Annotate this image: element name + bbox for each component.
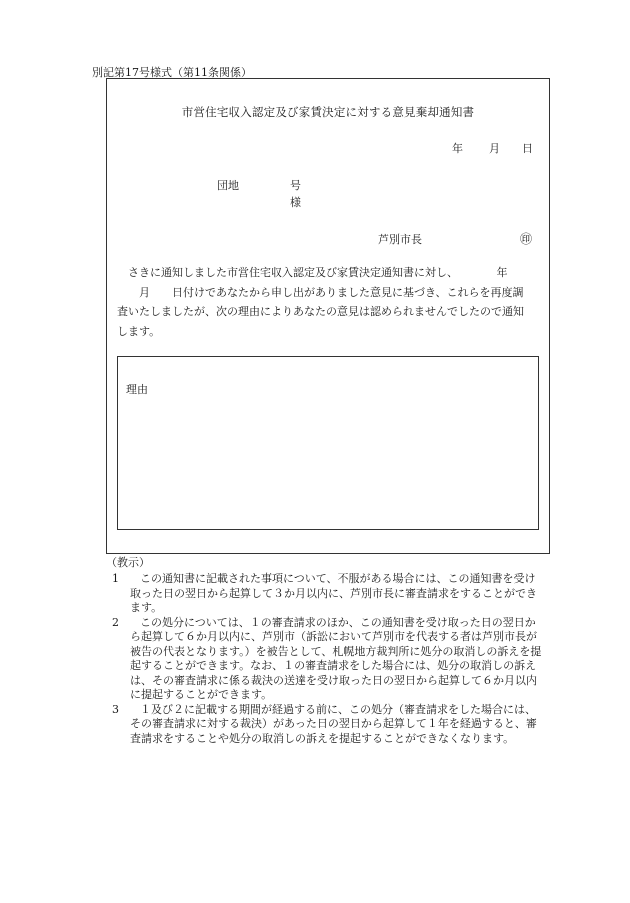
- item-line: 査請求をすることや処分の取消しの訴えを提起することができなくなります。: [130, 731, 515, 745]
- date-year: 年: [452, 142, 463, 155]
- item-line: この通知書に記載された事項について、不服がある場合には、この通知書を受け: [140, 572, 536, 585]
- form-number-label: 別記第17号様式（第11条関係）: [92, 66, 252, 79]
- issuer-mayor: 芦別市長: [378, 233, 422, 246]
- notice-frame: [106, 78, 550, 554]
- date-month: 月: [489, 142, 500, 155]
- seal-mark: ㊞: [520, 232, 533, 246]
- body-line: さきに通知しました市営住宅収入認定及び家賃決定通知書に対し、 年: [128, 266, 508, 279]
- document-title: 市営住宅収入認定及び家賃決定に対する意見棄却通知書: [181, 105, 475, 119]
- item-line: 取った日の翌日から起算して３か月以内に、芦別市長に審査請求をすることができ: [130, 586, 537, 600]
- instruction-item: [106, 616, 566, 703]
- date-day: 日: [522, 142, 533, 155]
- body-line: 月 日付けであなたから申し出がありました意見に基づき、これらを再度調: [117, 285, 524, 299]
- item-line: 被告の代表となります。）を被告として、札幌地方裁判所に処分の取消しの訴えを提: [130, 644, 542, 658]
- recipient-sama: 様: [290, 196, 301, 209]
- reason-label: 理由: [126, 383, 148, 396]
- notice-body: [117, 263, 545, 341]
- item-line: この処分については、１の審査請求のほか、この通知書を受け取った日の翌日か: [140, 615, 536, 629]
- instruction-item: [106, 703, 566, 747]
- body-line: 査いたしましたが、次の理由によりあなたの意見は認められませんでしたので通知: [117, 305, 524, 318]
- reason-box: [117, 356, 539, 530]
- item-number: 1: [112, 572, 119, 585]
- item-line: その審査請求に対する裁決）があった日の翌日から起算して１年を経過すると、審: [130, 717, 537, 730]
- recipient-go: 号: [290, 179, 301, 192]
- item-number: 3: [112, 702, 119, 716]
- date-line: [452, 140, 533, 156]
- item-line: ます。: [130, 601, 163, 614]
- item-line: ら起算して６か月以内に、芦別市（訴訟において芦別市を代表する者は芦別市長が: [130, 630, 537, 643]
- item-line: に提起することができます。: [130, 688, 273, 701]
- instruction-heading: （教示）: [106, 556, 150, 569]
- item-line: １及び２に記載する期間が経過する前に、この処分（審査請求をした場合には、: [140, 702, 536, 716]
- item-line: は、その審査請求に係る裁決の送達を受け取った日の翌日から起算して６か月以内: [130, 673, 537, 687]
- instruction-item: [106, 572, 566, 616]
- body-line: します。: [117, 324, 161, 338]
- item-number: 2: [112, 615, 119, 629]
- instruction-section: [106, 554, 566, 746]
- recipient-danchi: 団地: [217, 179, 239, 192]
- item-line: 起することができます。なお、１の審査請求をした場合には、処分の取消しの訴え: [130, 659, 537, 672]
